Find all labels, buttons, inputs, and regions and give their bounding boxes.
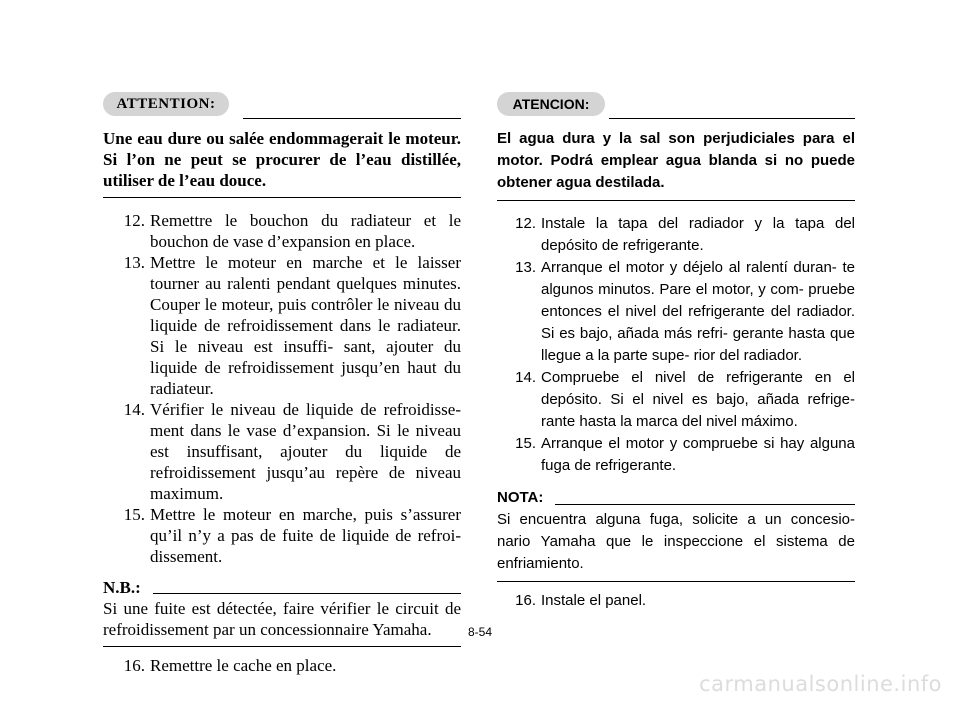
note-rule-es bbox=[555, 504, 855, 505]
step-text: Compruebe el nivel de refrigerante en el depósito. Si el nivel es bajo, añada refrige- rante hasta la marca del nivel máximo. bbox=[541, 369, 855, 430]
step-number: 16. bbox=[123, 656, 145, 675]
step-text: Mettre le moteur en marche, puis s’assurer qu’il n’y a pas de fuite de liquide de refroi- dissement. bbox=[150, 505, 461, 566]
french-column bbox=[103, 92, 461, 676]
caution-rule-fr bbox=[243, 118, 461, 119]
step-number: 16. bbox=[515, 592, 536, 609]
step-number: 12. bbox=[515, 215, 536, 232]
note-text-es: Si encuentra alguna fuga, solicite a un concesio- nario Yamaha que le inspeccione el sistema de enfriamiento. bbox=[497, 509, 855, 582]
caution-rule-es bbox=[609, 118, 855, 119]
step-number: 15. bbox=[515, 435, 536, 452]
caution-header-es bbox=[497, 92, 855, 128]
step-text: Mettre le moteur en marche et le laisser tourner au ralenti pendant quelques minutes. Couper le moteur, puis contrôler le niveau du liquide de refroidissement dans le radiateur. Si le niveau est insuffi- sant, ajouter du liquide de refroidissement jusqu’en haut du radiateur. bbox=[150, 253, 461, 398]
step-text: Remettre le bouchon du radiateur et le bouchon de vase d’expansion en place. bbox=[150, 211, 461, 251]
caution-text-es: El agua dura y la sal son perjudiciales para el motor. Podrá emplear agua blanda si no puede obtener agua destilada. bbox=[497, 128, 855, 201]
spanish-column bbox=[497, 92, 855, 612]
step-15-es bbox=[497, 433, 855, 477]
step-text: Arranque el motor y déjelo al ralentí duran- te algunos minutos. Pare el motor, y com- pruebe entonces el nivel del refrigerante del radiador. Si es bajo, añada más refri- gerante hasta que llegue a la parte supe- rior del radiador. bbox=[541, 259, 855, 364]
step-15-fr bbox=[103, 504, 461, 567]
step-13-es bbox=[497, 257, 855, 367]
step-number: 12. bbox=[123, 211, 145, 230]
step-number: 14. bbox=[515, 369, 536, 386]
step-number: 13. bbox=[515, 259, 536, 276]
note-rule-fr bbox=[153, 593, 461, 594]
note-text-fr: Si une fuite est détectée, faire vérifier le circuit de refroidissement par un concessionnaire Yamaha. bbox=[103, 598, 461, 647]
caution-badge-fr: ATTENTION: bbox=[103, 92, 229, 116]
caution-text-fr: Une eau dure ou salée endommagerait le moteur. Si l’on ne peut se procurer de l’eau distillée, utiliser de l’eau douce. bbox=[103, 128, 461, 198]
page-number: 8-54 bbox=[467, 625, 493, 639]
caution-badge-es: ATENCION: bbox=[497, 92, 605, 116]
watermark: carmanualsonline.info bbox=[699, 672, 942, 696]
steps-list-fr bbox=[103, 210, 461, 567]
step-number: 15. bbox=[123, 505, 145, 524]
step-number: 14. bbox=[123, 400, 145, 419]
step-14-es bbox=[497, 367, 855, 433]
note-header-fr bbox=[103, 577, 461, 598]
steps-list-es bbox=[497, 213, 855, 477]
step-14-fr bbox=[103, 399, 461, 504]
step-12-es bbox=[497, 213, 855, 257]
step-text: Arranque el motor y compruebe si hay alguna fuga de refrigerante. bbox=[541, 435, 855, 474]
note-label-es: NOTA: bbox=[497, 489, 544, 506]
step-text: Instale la tapa del radiador y la tapa del depósito de refrigerante. bbox=[541, 215, 855, 254]
step-13-fr bbox=[103, 252, 461, 399]
note-header-es bbox=[497, 487, 855, 509]
step-text: Vérifier le niveau de liquide de refroidisse- ment dans le vase d’expansion. Si le niveau est insuffisant, ajouter du liquide de refroidissement jusqu’au repère de niveau maximum. bbox=[150, 400, 461, 503]
caution-header-fr bbox=[103, 92, 461, 128]
step-16-fr bbox=[103, 655, 461, 676]
step-12-fr bbox=[103, 210, 461, 252]
step-number: 13. bbox=[123, 253, 145, 272]
step-16-es bbox=[497, 590, 855, 612]
step-text: Instale el panel. bbox=[541, 592, 647, 609]
note-label-fr: N.B.: bbox=[103, 578, 141, 597]
step-text: Remettre le cache en place. bbox=[150, 656, 337, 675]
